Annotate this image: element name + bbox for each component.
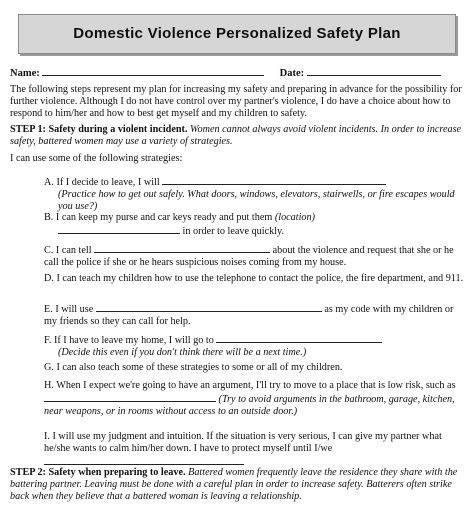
strategy-a-text: A. If I decide to leave, I will	[44, 177, 160, 188]
strategies-intro: I can use some of the following strategies:	[10, 153, 183, 164]
strategy-e-text2: as my code with my children or my friends so they can call for help.	[44, 304, 454, 327]
strategy-c-text2: about the violence and request that she or he call the police if she or he hears suspicious noises coming from my house.	[44, 245, 454, 268]
strategy-h-field[interactable]	[44, 392, 216, 402]
strategy-e-text: E. I will use	[44, 304, 94, 315]
name-label: Name:	[10, 68, 40, 79]
intro-paragraph: The following steps represent my plan for increasing my safety and preparing in advance for the possibility for further violence. Although I do not have control over my partner's violence, I do have a choice about how to respond to him/her and how to best get myself and my children to safety.	[10, 84, 462, 119]
strategy-f-text: F. If I have to leave my home, I will go to	[44, 335, 214, 346]
strategy-a	[44, 175, 468, 213]
strategy-b-location: (location)	[274, 212, 316, 223]
step1-heading: STEP 1: Safety during a violent incident.	[10, 124, 188, 135]
step1-section	[10, 124, 466, 148]
strategy-h-text: H. When I expect we're going to have an argument, I'll try to move to a place that is low risk, such as	[44, 380, 456, 391]
step1-note: Women cannot always avoid violent incidents. In order to increase safety, battered women may use a variety of strategies.	[10, 124, 462, 147]
strategy-b-field[interactable]	[58, 224, 180, 234]
strategy-c-field[interactable]	[94, 243, 270, 253]
name-field[interactable]	[42, 66, 264, 76]
strategy-a-field[interactable]	[162, 175, 386, 185]
page-title: Domestic Violence Personalized Safety Plan	[18, 14, 456, 54]
date-field[interactable]	[307, 66, 441, 76]
strategy-c-text: C. I can tell	[44, 245, 92, 256]
strategy-g: G. I can also teach some of these strategies to some or all of my children.	[44, 362, 343, 373]
strategy-h	[44, 380, 468, 418]
strategy-i	[44, 431, 468, 469]
strategy-h-note: (Try to avoid arguments in the bathroom, garage, kitchen, near weapons, or in rooms without access to an outside door.)	[44, 394, 455, 417]
strategy-c	[44, 243, 468, 269]
strategy-f-field[interactable]	[216, 333, 382, 343]
strategy-e-field[interactable]	[96, 302, 322, 312]
step2-section	[10, 467, 466, 503]
step2-note: Battered women frequently leave the residence they share with the battering partner. Leaving must be done with a careful plan in order to increase safety. Batterers often strike back when they believe that a battered woman is leaving a relationship.	[10, 467, 458, 502]
strategy-b-text: B. I can keep my purse and car keys ready and put them	[44, 212, 273, 223]
strategy-i-field[interactable]	[44, 455, 244, 465]
strategy-b-text2: in order to leave quickly.	[182, 226, 285, 237]
strategy-e	[44, 302, 468, 328]
strategy-i-text: I. I will use my judgment and intuition. If the situation is very serious, I can give my partner what he/she wants to calm him/her down. I have to protect myself until I/we	[44, 431, 442, 454]
strategy-b	[44, 212, 468, 238]
strategy-d: D. I can teach my children how to use the telephone to contact the police, the fire department, and 911.	[44, 273, 464, 284]
name-date-row	[10, 66, 464, 80]
step2-heading: STEP 2: Safety when preparing to leave.	[10, 467, 186, 478]
date-label: Date:	[279, 68, 305, 79]
strategy-a-note: (Practice how to get out safely. What doors, windows, elevators, stairwells, or fire escapes would you use?)	[58, 189, 455, 212]
strategy-f	[44, 333, 468, 359]
strategy-f-note: (Decide this even if you don't think there will be a next time.)	[58, 347, 307, 358]
